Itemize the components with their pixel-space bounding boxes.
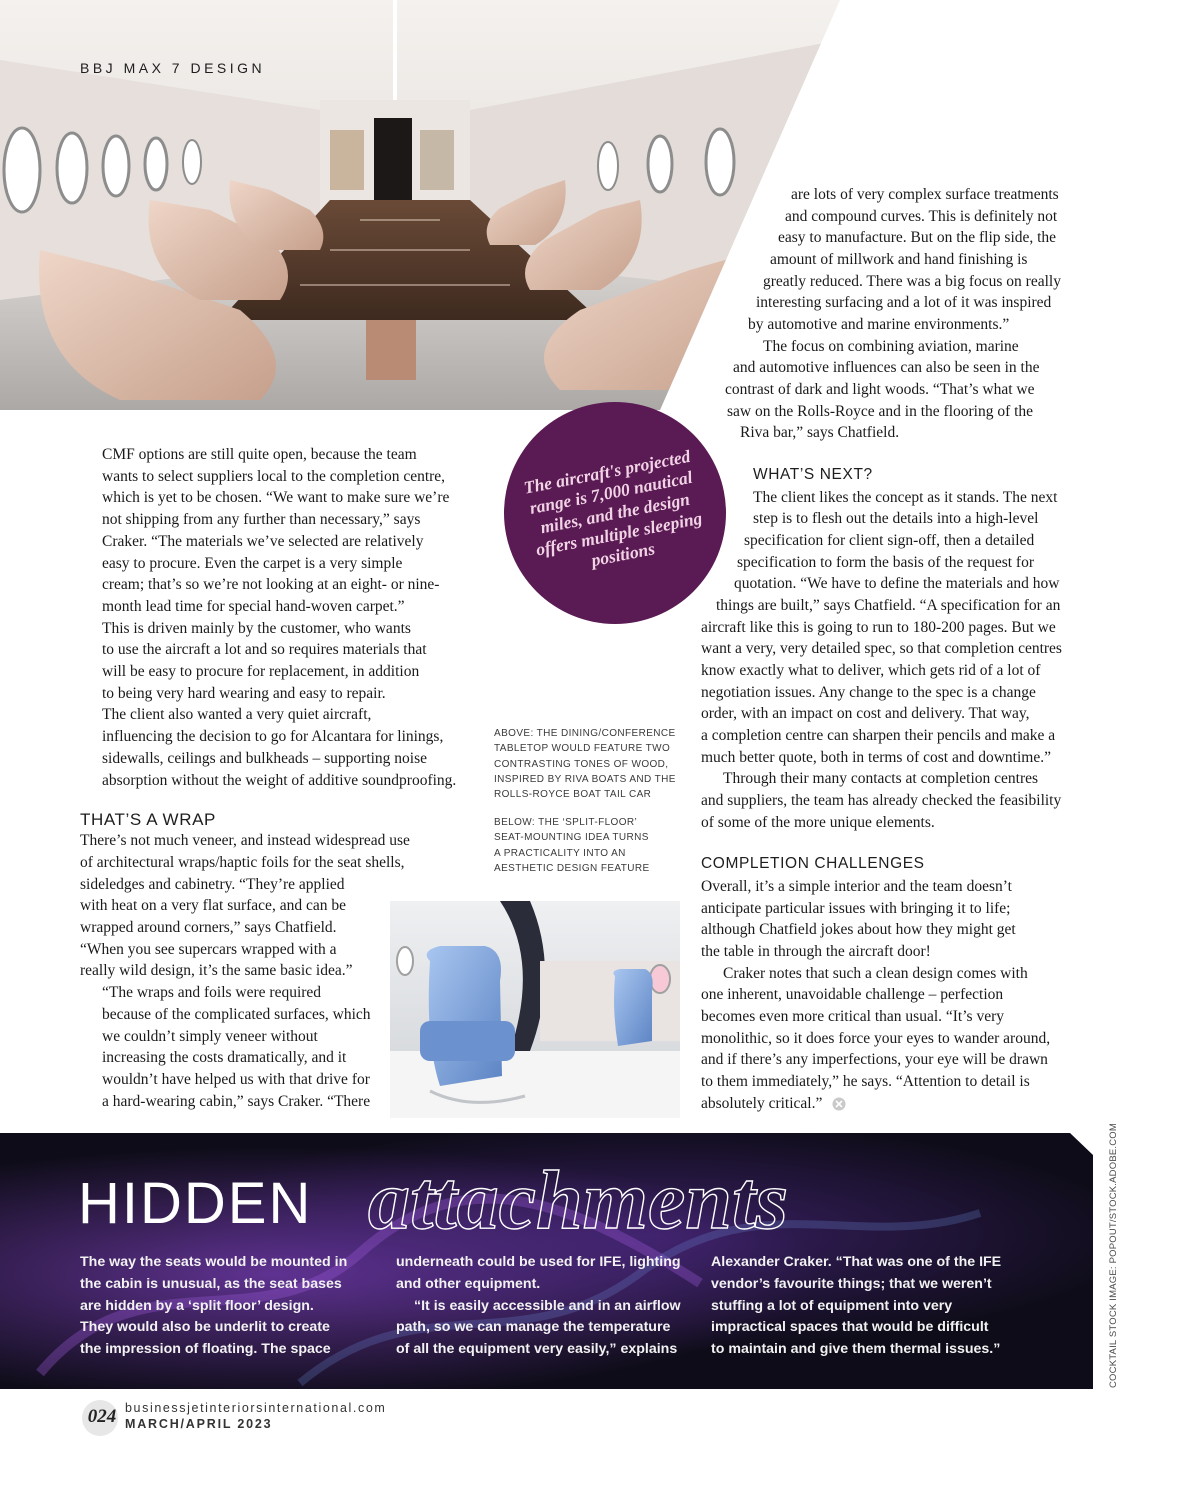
- heading-thats-a-wrap: THAT’S A WRAP: [80, 810, 216, 830]
- paragraph: “The wraps and foils were required because of the complicated surfaces, which we couldn’t simply veneer without increasing the costs dramatically, and it wouldn’t have helped us with that drive for a hard-wearing cabin,” says Craker. “There: [102, 984, 371, 1110]
- paragraph: There’s not much veneer, and instead widespread use of architectural wraps/haptic foils for the seat shells, sideledges and cabinetry. “They’re applied with heat on a very flat surface, and can be wrapped around corners,” says Chatfield. “When you see supercars wrapped with a really wild design, it’s the same basic idea.”: [80, 832, 410, 980]
- website-link[interactable]: businessjetinteriorsinternational.com: [125, 1401, 387, 1415]
- split-floor-seats-image: [390, 901, 680, 1118]
- end-mark-icon: [832, 1097, 846, 1116]
- section-label: BBJ MAX 7 DESIGN: [80, 60, 266, 76]
- banner-column-2: underneath could be used for IFE, lighting and other equipment. “It is easily accessible and in an airflow path, so we can manage the temperature of all the equipment very easily,” explains: [396, 1254, 681, 1358]
- heading-whats-next: WHAT’S NEXT?: [753, 466, 873, 483]
- page-number: 024: [87, 1406, 117, 1427]
- banner-column-1: The way the seats would be mounted in the cabin is unusual, as the seat bases are hidden by a ‘split floor’ design. They would also be underlit to create the impression of floating. The space: [80, 1254, 348, 1358]
- banner-title-hidden: HIDDEN: [78, 1171, 313, 1236]
- heading-completion-challenges: COMPLETION CHALLENGES: [701, 855, 925, 872]
- pull-quote-text: The aircraft's projected range is 7,000 nautical miles, and the design offers multiple sleeping positions: [521, 445, 704, 570]
- pull-quote: [485, 383, 745, 643]
- paragraph: The client also wanted a very quiet aircraft, influencing the decision to go for Alcantara for linings, sidewalls, ceilings and bulkheads – supporting noise absorption without the weight of additive soundproofing.: [102, 706, 457, 789]
- caption-below: BELOW: THE ‘SPLIT-FLOOR’ SEAT-MOUNTING IDEA TURNS A PRACTICALITY INTO AN AESTHETIC DESIGN FEATURE: [494, 817, 650, 874]
- paragraph: This is driven mainly by the customer, who wants to use the aircraft a lot and so requires materials that will be easy to procure for replacement, in addition to being very hard wearing and easy to repair.: [102, 619, 427, 702]
- paragraph: CMF options are still quite open, because the team wants to select suppliers local to the completion centre, which is yet to be chosen. “We want to make sure we’re not shipping from any further than necessary,” says Craker. “The materials we’ve selected are relatively easy to procure. Even the carpet is a very simple cream; that’s so we’re not looking at an eight- or nine- month lead time for special hand-woven carpet.”: [102, 446, 450, 615]
- image-credit: COCKTAIL STOCK IMAGE: POPOUT/STOCK.ADOBE.COM: [1108, 1123, 1119, 1388]
- caption-above: ABOVE: THE DINING/CONFERENCE TABLETOP WOULD FEATURE TWO CONTRASTING TONES OF WOOD, INSPIRED BY RIVA BOATS AND THE ROLLS-ROYCE BOAT TAIL CAR: [494, 728, 676, 801]
- page-number-badge: [82, 1400, 118, 1436]
- issue-date: MARCH/APRIL 2023: [125, 1417, 273, 1431]
- banner-title-attachments: attachments: [368, 1154, 789, 1247]
- banner-column-3: Alexander Craker. “That was one of the IFE vendor’s favourite things; that we weren’t stuffing a lot of equipment into very impractical spaces that would be difficult to maintain and give them thermal issues.”: [711, 1254, 1002, 1358]
